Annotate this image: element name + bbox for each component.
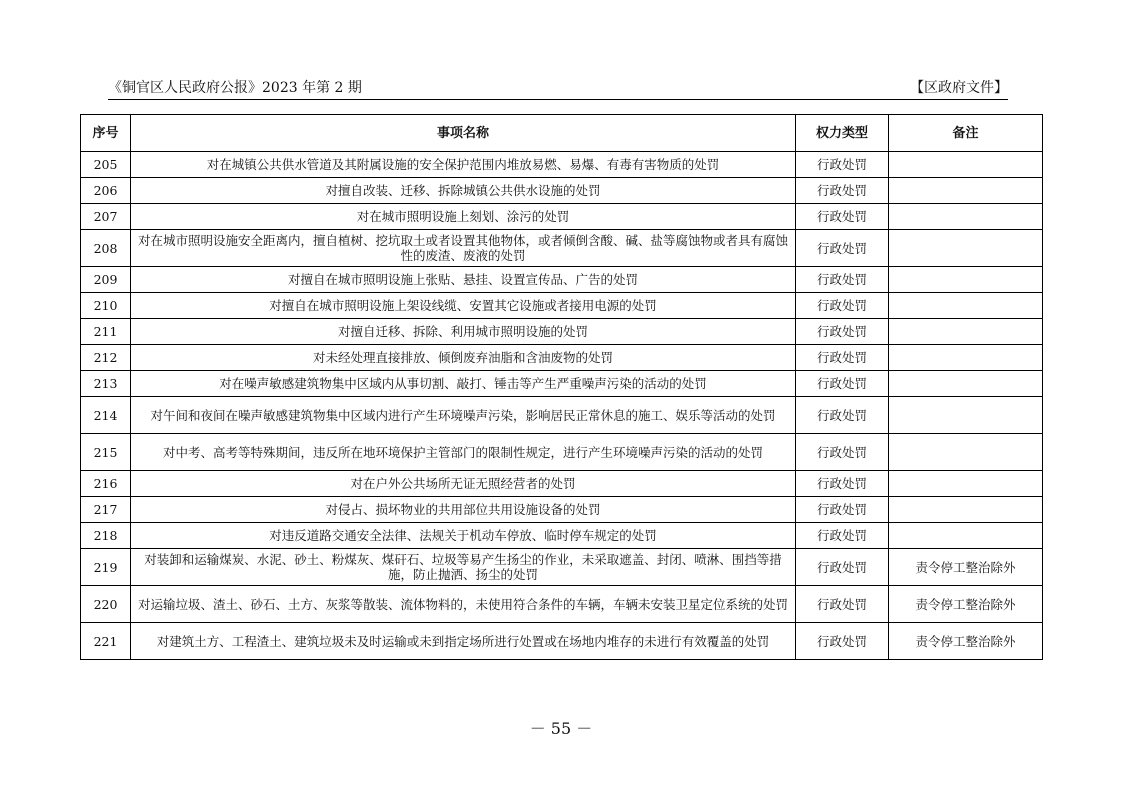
- cell-name: 对运输垃圾、渣土、砂石、土方、灰浆等散装、流体物料的，未使用符合条件的车辆，车辆未安装卫星定位系统的处罚: [131, 586, 796, 623]
- cell-name: 对在城市照明设施安全距离内，擅自植树、挖坑取土或者设置其他物体，或者倾倒含酸、碱、盐等腐蚀物或者具有腐蚀性的废渣、废液的处罚: [131, 230, 796, 267]
- cell-name: 对侵占、损坏物业的共用部位共用设施设备的处罚: [131, 497, 796, 523]
- cell-name: 对擅自改装、迁移、拆除城镇公共供水设施的处罚: [131, 178, 796, 204]
- table-row: [81, 523, 1043, 549]
- cell-name: 对在户外公共场所无证无照经营者的处罚: [131, 471, 796, 497]
- table-row: [81, 371, 1043, 397]
- table-row: [81, 319, 1043, 345]
- column-header-note: 备注: [889, 115, 1043, 152]
- cell-note: [889, 345, 1043, 371]
- table-row: [81, 623, 1043, 660]
- cell-seq: 214: [81, 397, 131, 434]
- cell-name: 对在噪声敏感建筑物集中区域内从事切割、敲打、锤击等产生严重噪声污染的活动的处罚: [131, 371, 796, 397]
- table-row: [81, 230, 1043, 267]
- table-row: [81, 204, 1043, 230]
- cell-seq: 217: [81, 497, 131, 523]
- table-row: [81, 497, 1043, 523]
- cell-seq: 211: [81, 319, 131, 345]
- cell-type: 行政处罚: [796, 345, 889, 371]
- cell-name: 对在城市照明设施上刻划、涂污的处罚: [131, 204, 796, 230]
- cell-name: 对中考、高考等特殊期间，违反所在地环境保护主管部门的限制性规定，进行产生环境噪声污染的活动的处罚: [131, 434, 796, 471]
- cell-type: 行政处罚: [796, 523, 889, 549]
- cell-type: 行政处罚: [796, 371, 889, 397]
- cell-seq: 208: [81, 230, 131, 267]
- cell-type: 行政处罚: [796, 497, 889, 523]
- matters-table: [80, 114, 1043, 660]
- cell-note: [889, 471, 1043, 497]
- cell-type: 行政处罚: [796, 549, 889, 586]
- cell-name: 对在城镇公共供水管道及其附属设施的安全保护范围内堆放易燃、易爆、有毒有害物质的处罚: [131, 152, 796, 178]
- cell-name: 对擅自在城市照明设施上架设线缆、安置其它设施或者接用电源的处罚: [131, 293, 796, 319]
- cell-type: 行政处罚: [796, 293, 889, 319]
- table-row: [81, 586, 1043, 623]
- cell-type: 行政处罚: [796, 178, 889, 204]
- column-header-seq: 序号: [81, 115, 131, 152]
- cell-seq: 210: [81, 293, 131, 319]
- cell-note: [889, 497, 1043, 523]
- cell-note: [889, 178, 1043, 204]
- cell-note: 责令停工整治除外: [889, 623, 1043, 660]
- cell-seq: 218: [81, 523, 131, 549]
- cell-note: [889, 293, 1043, 319]
- cell-note: [889, 152, 1043, 178]
- cell-note: [889, 267, 1043, 293]
- cell-type: 行政处罚: [796, 471, 889, 497]
- cell-type: 行政处罚: [796, 319, 889, 345]
- cell-seq: 216: [81, 471, 131, 497]
- cell-note: [889, 434, 1043, 471]
- cell-seq: 212: [81, 345, 131, 371]
- table-header-row: [81, 115, 1043, 152]
- cell-name: 对午间和夜间在噪声敏感建筑物集中区域内进行产生环境噪声污染，影响居民正常休息的施工、娱乐等活动的处罚: [131, 397, 796, 434]
- cell-seq: 205: [81, 152, 131, 178]
- cell-type: 行政处罚: [796, 204, 889, 230]
- table-row: [81, 152, 1043, 178]
- cell-note: 责令停工整治除外: [889, 549, 1043, 586]
- bulletin-title: 《铜官区人民政府公报》2023 年第 2 期: [108, 80, 362, 96]
- cell-seq: 219: [81, 549, 131, 586]
- cell-note: [889, 523, 1043, 549]
- cell-seq: 215: [81, 434, 131, 471]
- table-row: [81, 434, 1043, 471]
- table-row: [81, 549, 1043, 586]
- table-row: [81, 267, 1043, 293]
- cell-name: 对违反道路交通安全法律、法规关于机动车停放、临时停车规定的处罚: [131, 523, 796, 549]
- cell-note: [889, 371, 1043, 397]
- cell-type: 行政处罚: [796, 586, 889, 623]
- header-rule: [108, 99, 1008, 100]
- cell-type: 行政处罚: [796, 623, 889, 660]
- cell-note: [889, 204, 1043, 230]
- cell-seq: 220: [81, 586, 131, 623]
- table-row: [81, 345, 1043, 371]
- cell-name: 对擅自迁移、拆除、利用城市照明设施的处罚: [131, 319, 796, 345]
- cell-note: [889, 319, 1043, 345]
- cell-name: 对建筑土方、工程渣土、建筑垃圾未及时运输或未到指定场所进行处置或在场地内堆存的未进行有效覆盖的处罚: [131, 623, 796, 660]
- cell-type: 行政处罚: [796, 397, 889, 434]
- table-row: [81, 397, 1043, 434]
- column-header-name: 事项名称: [131, 115, 796, 152]
- cell-type: 行政处罚: [796, 152, 889, 178]
- cell-seq: 207: [81, 204, 131, 230]
- cell-seq: 221: [81, 623, 131, 660]
- table-row: [81, 293, 1043, 319]
- table-row: [81, 471, 1043, 497]
- cell-type: 行政处罚: [796, 267, 889, 293]
- cell-name: 对装卸和运输煤炭、水泥、砂土、粉煤灰、煤矸石、垃圾等易产生扬尘的作业，未采取遮盖、封闭、喷淋、围挡等措施，防止抛洒、扬尘的处罚: [131, 549, 796, 586]
- cell-note: [889, 397, 1043, 434]
- cell-type: 行政处罚: [796, 230, 889, 267]
- cell-note: [889, 230, 1043, 267]
- page-number: － 55 －: [529, 719, 593, 738]
- cell-seq: 213: [81, 371, 131, 397]
- section-label: 【区政府文件】: [910, 80, 1008, 96]
- cell-seq: 206: [81, 178, 131, 204]
- cell-name: 对擅自在城市照明设施上张贴、悬挂、设置宣传品、广告的处罚: [131, 267, 796, 293]
- cell-name: 对未经处理直接排放、倾倒废弃油脂和含油废物的处罚: [131, 345, 796, 371]
- column-header-type: 权力类型: [796, 115, 889, 152]
- cell-type: 行政处罚: [796, 434, 889, 471]
- cell-seq: 209: [81, 267, 131, 293]
- cell-note: 责令停工整治除外: [889, 586, 1043, 623]
- table-row: [81, 178, 1043, 204]
